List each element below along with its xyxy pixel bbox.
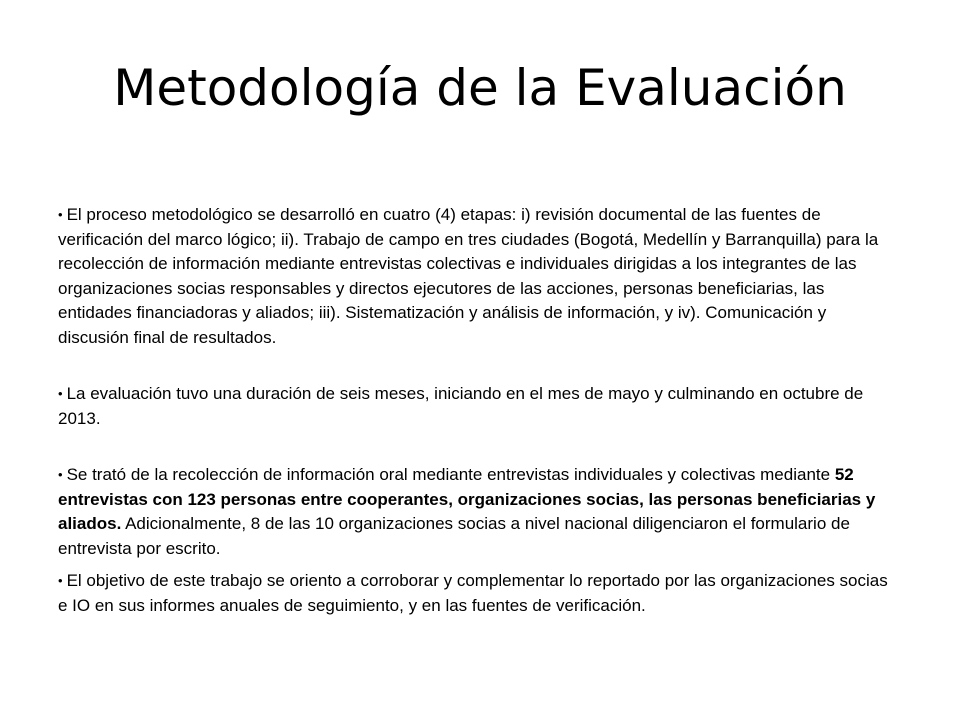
bullet-text-before: Se trató de la recolección de información oral mediante entrevistas individuales y colectivas mediante (66, 465, 835, 484)
bullet-text: La evaluación tuvo una duración de seis meses, iniciando en el mes de mayo y culminando en octubre de 2013. (58, 384, 864, 428)
slide-body (58, 203, 900, 618)
bullet-item-objective (58, 569, 900, 618)
bullet-icon: • (58, 207, 63, 222)
bullet-item-stages (58, 203, 900, 350)
bullet-text-after: Adicionalmente, 8 de las 10 organizaciones socias a nivel nacional diligenciaron el formulario de entrevista por escrito. (58, 514, 850, 558)
bullet-item-interviews (58, 463, 900, 561)
bullet-text-bold: 52 entrevistas con 123 personas entre cooperantes, organizaciones socias, las personas beneficiarias y aliados. (58, 465, 876, 533)
bullet-icon: • (58, 386, 63, 401)
slide-title: Metodología de la Evaluación (113, 59, 847, 117)
bullet-text: El objetivo de este trabajo se oriento a corroborar y complementar lo reportado por las organizaciones socias e IO en sus informes anuales de seguimiento, y en las fuentes de verificación. (58, 571, 888, 615)
bullet-text: El proceso metodológico se desarrolló en cuatro (4) etapas: i) revisión documental de las fuentes de verificación del marco lógico; ii). Trabajo de campo en tres ciudades (Bogotá, Medellín y Barranquilla) para la recolección de información mediante entrevistas colectivas e individuales dirigidas a los integrantes de las organizaciones socias responsables y directos ejecutores de las acciones, personas beneficiarias, las entidades financiadoras y aliados; iii). Sistematización y análisis de información, y iv). Comunicación y discusión final de resultados. (58, 205, 879, 347)
bullet-icon: • (58, 573, 63, 588)
bullet-icon: • (58, 467, 63, 482)
bullet-item-duration (58, 382, 900, 431)
